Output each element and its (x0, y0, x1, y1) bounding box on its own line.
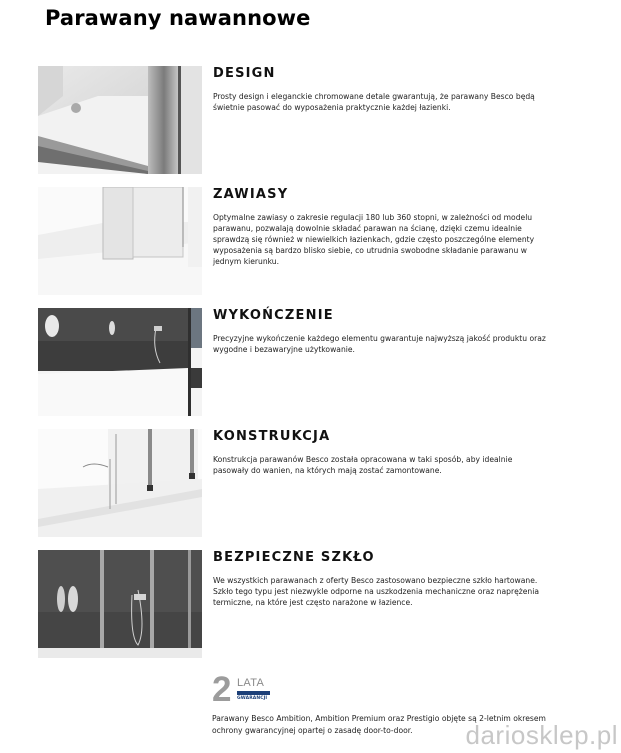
warranty-logo-bar (237, 691, 270, 695)
feature-description: Optymalne zawiasy o zakresie regulacji 180 lub 360 stopni, w zależności od modelu parawanu, pozwalają dowolnie składać parawan na ścianę, dzięki czemu idealnie sprawdzą się również w niewielkich łazienkach, gdzie często poszczególne elementy wyposażenia są bardzo blisko siebie, co utrudnia swobodne składanie parawanu w jednym kierunku. (213, 213, 535, 267)
warranty-logo-word: LATA (237, 677, 265, 689)
warranty-description: Parawany Besco Ambition, Ambition Premium oraz Prestigio objęte są 2-letnim okresem ochrony gwarancyjnej opartej o zasadę door-to-door. (212, 714, 546, 735)
feature-description: Precyzyjne wykończenie każdego elementu gwarantuje najwyższą jakość produktu oraz wygodne i bezawaryjne użytkowanie. (213, 334, 546, 355)
watermark: dariosklep.pl (465, 720, 618, 750)
feature-title: DESIGN (213, 66, 276, 81)
hinges-photo (38, 187, 202, 295)
warranty-logo (212, 670, 272, 710)
feature-design (38, 66, 598, 176)
finish-photo-image (38, 308, 202, 416)
glass-photo-image (38, 550, 202, 658)
feature-finish (38, 308, 598, 418)
feature-title: KONSTRUKCJA (213, 429, 331, 444)
construction-photo-image (38, 429, 202, 537)
warranty-logo-sub: GWARANCJI (237, 696, 268, 701)
design-photo (38, 66, 202, 174)
feature-construction (38, 429, 598, 539)
glass-photo (38, 550, 202, 658)
feature-title: BEZPIECZNE SZKŁO (213, 550, 375, 565)
hinges-photo-image (38, 187, 202, 295)
feature-description: Prosty design i eleganckie chromowane detale gwarantują, że parawany Besco będą świetnie pasować do wyposażenia praktycznie każdej łazienki. (213, 92, 535, 113)
feature-title: ZAWIASY (213, 187, 289, 202)
design-photo-image (38, 66, 202, 174)
feature-safety-glass (38, 550, 598, 660)
feature-title: WYKOŃCZENIE (213, 308, 334, 323)
feature-description: Konstrukcja parawanów Besco została opracowana w taki sposób, aby idealnie pasowały do wanien, na których mają zostać zamontowane. (213, 455, 513, 476)
warranty-logo-number: 2 (212, 670, 232, 709)
feature-description: We wszystkich parawanach z oferty Besco zastosowano bezpieczne szkło hartowane. Szkło tego typu jest niezwykle odporne na uszkodzenia mechaniczne oraz naprężenia termiczne, na które jest często narażone w łazience. (213, 576, 540, 608)
feature-hinges (38, 187, 598, 297)
page-title: Parawany nawannowe (45, 6, 311, 30)
finish-photo (38, 308, 202, 416)
construction-photo (38, 429, 202, 537)
